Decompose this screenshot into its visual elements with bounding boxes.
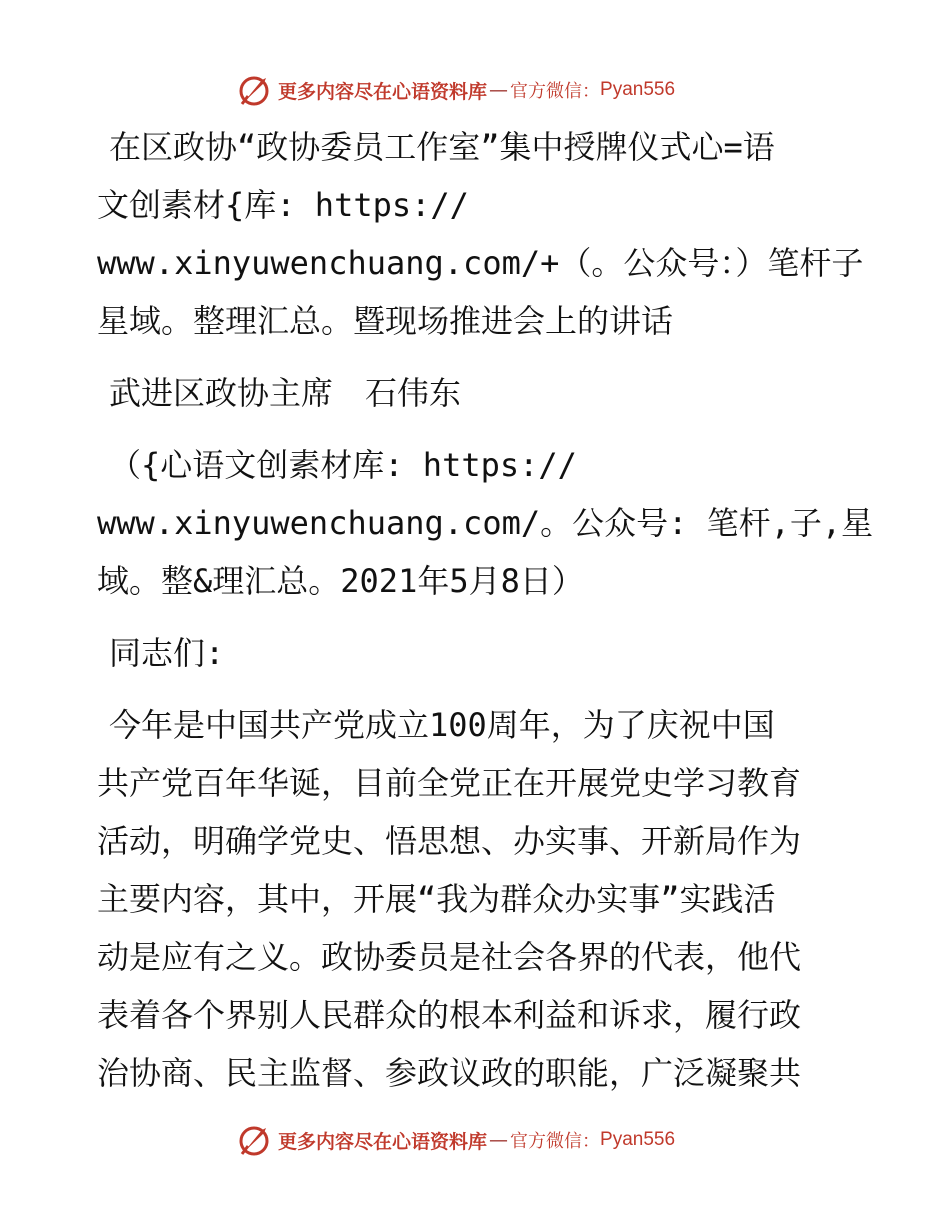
watermark-wechat-label: 官方微信： [510,81,601,102]
body-line: 表着各个界别人民群众的根本利益和诉求，履行政 [97,996,802,1034]
title-line: 文创素材{库: https:// [97,186,469,224]
title-line: 星域。整理汇总。暨现场推进会上的讲话 [97,302,674,340]
source-line: （{心语文创素材库: https:// [109,446,577,484]
watermark-wechat-id: Pyan556 [600,1129,676,1150]
source-line: www.xinyuwenchuang.com/。公众号: 笔杆,子,星 [97,504,874,542]
watermark-main-text: 更多内容尽在心语资料库 [278,80,488,103]
watermark-wechat-label: 官方微信： [510,1131,601,1152]
footer-watermark [236,1120,675,1160]
source-line: 域。整&理汇总。2021年5月8日） [97,562,584,600]
quill-logo-icon [236,72,272,108]
quill-logo-icon [236,1122,272,1158]
body-line: 动是应有之义。政协委员是社会各界的代表，他代 [97,938,802,976]
author-line: 武进区政协主席 石伟东 [109,374,462,412]
body-line: 治协商、民主监督、参政议政的职能，广泛凝聚共 [97,1054,802,1092]
body-line: 活动，明确学党史、悟思想、办实事、开新局作为 [97,822,802,860]
title-line: www.xinyuwenchuang.com/+（。公众号：）笔杆子 [97,244,864,282]
watermark-main-text: 更多内容尽在心语资料库 [278,1130,488,1153]
document-body [97,118,874,1102]
salutation: 同志们: [109,634,225,672]
body-line: 今年是中国共产党成立100周年，为了庆祝中国 [109,706,775,744]
watermark-dash: — [489,79,509,101]
title-line: 在区政协“政协委员工作室”集中授牌仪式心=语 [109,128,775,166]
watermark-wechat-id: Pyan556 [600,79,676,100]
header-watermark [236,70,675,110]
body-line: 共产党百年华诞，目前全党正在开展党史学习教育 [97,764,802,802]
watermark-dash: — [489,1129,509,1151]
body-line: 主要内容，其中，开展“我为群众办实事”实践活 [97,880,776,918]
